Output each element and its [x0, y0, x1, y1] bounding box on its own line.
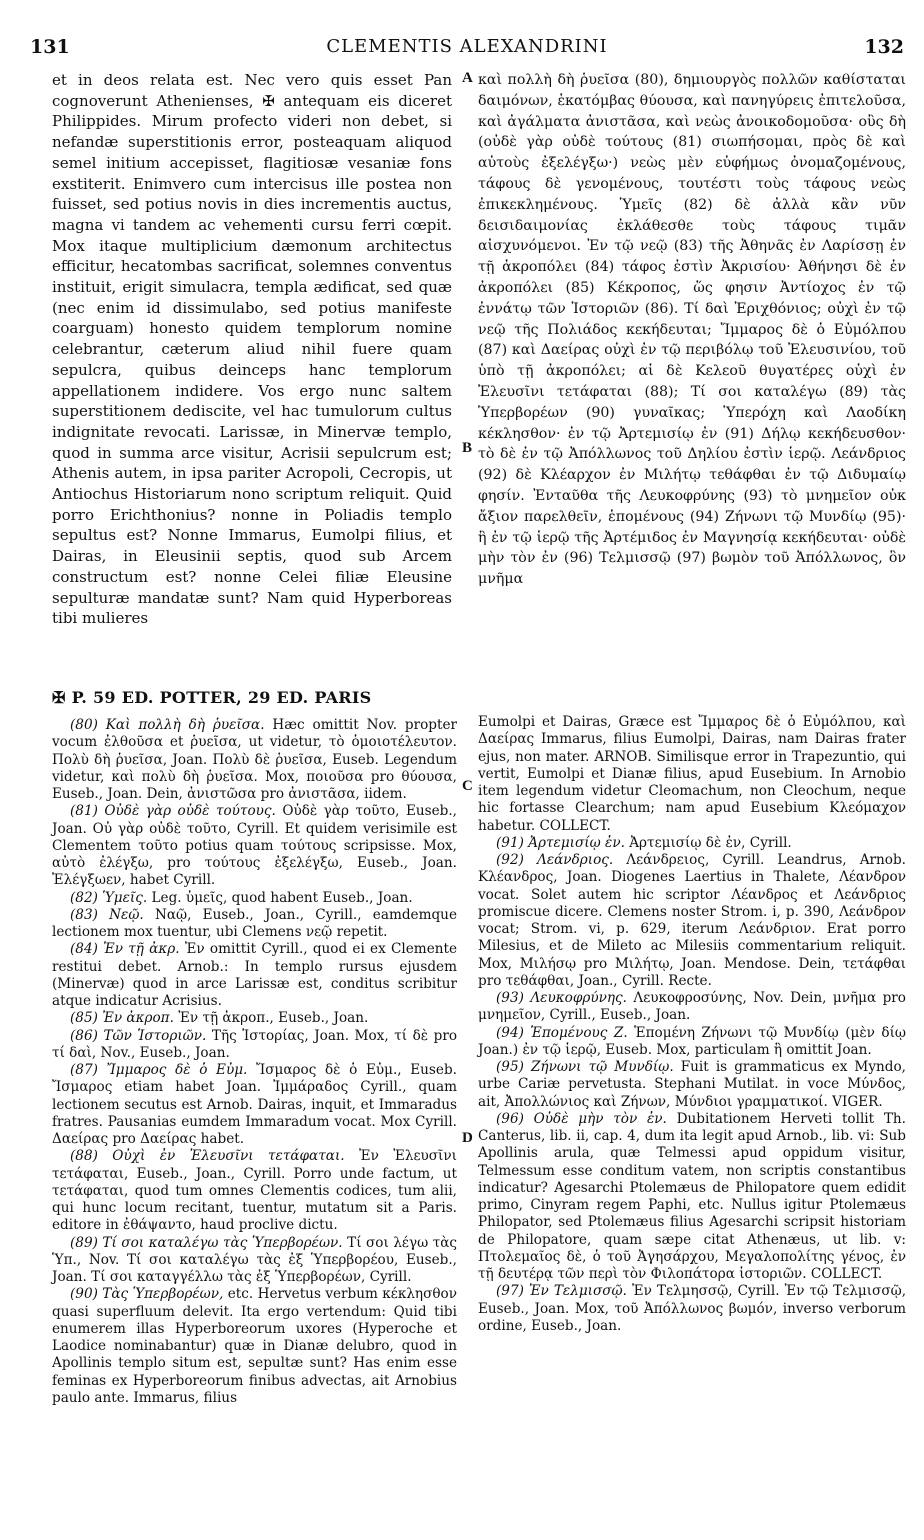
footnote-lemma: (90) Τὰς Ὑπερβορέων,: [70, 1286, 224, 1303]
footnote-text: Ἐν τῇ ἀκροπ., Euseb., Joan.: [173, 1010, 369, 1027]
footnote-lemma: (89) Τί σοι καταλέγω τὰς Ὑπερβορέων.: [70, 1234, 343, 1251]
footnote: [52, 803, 457, 889]
page-number-right: 132: [864, 36, 904, 58]
margin-marker-a: A: [462, 70, 473, 86]
greek-text-column: καὶ πολλὴ δὴ ῥυεῖσα (80), δημιουργὸς πολλῶν καθίσταται δαιμόνων, ἑκατόμβας θύουσα, καὶ πανηγύρεις ἐπιτελοῦσα, καὶ ἀγάλματα ἀνιστᾶσα, καὶ νεὼς ἀνοικοδομοῦσα· οὓς δὴ (οὐδὲ γὰρ οὐδὲ τούτους (81) σιωπήσομαι, πρὸς δὲ καὶ αὐτοὺς ἐξελέγξω·) νεὼς μὲν εὐφήμως ὀνομαζομένους, τάφους δὲ γενομένους, τουτέστι τοὺς τάφους νεὼς ἐπικεκλημένους. Ὑμεῖς (82) δὲ ἀλλὰ κἂν νῦν δεισιδαιμονίας ἐκλάθεσθε τοὺς τάφους τιμᾶν αἰσχυνόμενοι. Ἐν τῷ νεῷ (83) τῆς Ἀθηνᾶς ἐν Λαρίσσῃ ἐν τῇ ἀκροπόλει (84) τάφος ἐστὶν Ἀκρισίου· Ἀθήνησι δὲ ἐν ἀκροπόλει (85) Κέκροπος, ὥς φησιν Ἀντίοχος ἐν τῷ ἐννάτῳ τῶν Ἱστοριῶν (86). Τί δαὶ Ἐριχθόνιος; οὐχὶ ἐν τῷ νεῷ τῆς Πολιάδος κεκήδευται; Ἴμμαρος δὲ ὁ Εὐμόλπου (87) καὶ Δαείρας οὐχὶ ἐν τῷ περιβόλῳ τοῦ Ἐλευσινίου, τοῦ ὑπὸ τῇ ἀκροπόλει; αἱ δὲ Κελεοῦ θυγατέρες οὐχὶ ἐν Ἐλευσῖνι τετάφαται (88); Τί σοι καταλέγω (89) τὰς Ὑπερβορέων (90) γυναῖκας; Ὑπερόχη καὶ Λαοδίκη κέκλησθον· ἐν τῷ Ἀρτεμισίῳ ἐν (91) Δήλῳ κεκήδευσθον· τὸ δὲ ἐν τῷ Ἀπόλλωνος τοῦ Δηλίου ἐστὶν ἱερῷ. Λεάνδριος (92) δὲ Κλέαρχον ἐν Μιλήτῳ τεθάφθαι ἐν τῷ Διδυμαίῳ φησίν. Ἐνταῦθα τῆς Λευκοφρύνης (93) τὸ μνημεῖον οὐκ ἄξιον παρελθεῖν, ἑπομένους (94) Ζήνωνι τῷ Μυνδίῳ (95)· ἣ ἐν τῷ ἱερῷ τῆς Ἀρτέμιδος ἐν Μαγνησίᾳ κεκήδευται· οὐδὲ μὴν τὸν ἐν (96) Τελμισσῷ (97) βωμὸν τοῦ Ἀπόλλωνος, ὃν μνῆμα: [478, 72, 906, 588]
footnote-text: Ἐν Τελμησσῷ, Cyrill. Ἐν τῷ Τελμισσῷ, Euseb., Joan. Mox, τοῦ Ἀπόλλωνος βωμόν, inverso verborum ordine, Euseb., Joan.: [478, 1283, 907, 1334]
footnote-text: Leg. ὑμεῖς, quod habent Euseb., Joan.: [147, 889, 413, 906]
footnote-text: Ἴσμαρος δὲ ὁ Εὐμ., Euseb. Ἴσμαρος etiam habet Joan. Ἰμμάραδος Cyrill., quam lectionem secutus est Arnob. Dairas, inquit, et Immaradus fratres. Pausanias eumdem Immaradum vocat. Mox Cyrill. Δαείρας pro Δαείρας habet.: [52, 1062, 457, 1147]
footnote: [52, 907, 457, 942]
footnote-text: etc. Hervetus verbum κέκλησθον quasi superfluum delevit. Ita ergo vertendum: Quid tibi enumerem illas Hyperboreorum uxores (Hyperoche et Laodice nominabantur) quæ in Dianæ delubro, quod in Apollinis templo situm est, sepultæ sunt? Has enim esse feminas ex Hyperboreorum finibus advectas, ait Arnobius paulo ante. Immarus, filius: [52, 1286, 457, 1406]
footnote-text: Ναῷ, Euseb., Joan., Cyrill., eamdemque lectionem mox tuentur, ubi Clemens νεῷ repetit.: [52, 906, 457, 940]
running-title: CLEMENTIS ALEXANDRINI: [326, 36, 608, 57]
footnote-text: Fuit is grammaticus ex Myndo, urbe Cariæ pervetusta. Stephani Mutilat. in voce Μύνδος, ait, Ἀπολλώνιος καὶ Ζήνων, Μύνδιοι γραμματικοί. VIGER.: [478, 1059, 906, 1110]
footnote: [52, 941, 457, 1010]
footnotes-left: [52, 717, 457, 1407]
footnote-text: Hæc omittit Nov. propter vocum ἐλθοῦσα et ῥυεῖσα, ut videtur, τὸ ὁμοιοτέλευτον. Πολὺ δὴ ῥυεῖσα, Joan. Πολὺ δὲ ῥυεῖσα, Euseb. Legendum videtur, καὶ πολὺ δὴ ῥυεῖσα. Mox, ποιοῦσα pro θύουσα, Euseb., Joan. Dein, ἀνιστῶσα pro ἀνιστᾶσα, iidem.: [52, 717, 457, 802]
footnote: [52, 717, 457, 803]
page-number-left: 131: [30, 36, 70, 58]
footnote-lemma: (92) Λεάνδριος.: [496, 852, 614, 868]
margin-marker-b: B: [462, 440, 473, 456]
footnote-lemma: (87) Ἴμμαρος δὲ ὁ Εὐμ.: [70, 1062, 248, 1078]
footnote-lemma: (80) Καὶ πολλὴ δὴ ῥυεῖσα.: [70, 717, 265, 733]
footnote-lemma: (81) Οὐδὲ γὰρ οὐδὲ τούτους.: [70, 803, 276, 820]
footnote: [52, 890, 457, 907]
footnotes-right-list: [478, 835, 906, 1335]
footnote: [478, 1025, 906, 1060]
edition-reference: ✠ P. 59 ED. POTTER, 29 ED. PARIS: [52, 688, 372, 707]
footnote-text: Λευκοφροσύνης, Nov. Dein, μνῆμα pro μνημεῖον, Cyrill., Euseb., Joan.: [478, 990, 906, 1024]
footnote-lemma: (91) Ἀρτεμισίῳ ἐν.: [496, 834, 625, 851]
footnote: [52, 1010, 457, 1027]
footnote-lemma: (93) Λευκοφρύνης.: [496, 990, 627, 1006]
footnote-lemma: (88) Οὐχὶ ἐν Ἐλευσῖνι τετάφαται.: [70, 1148, 345, 1165]
footnote-lemma: (85) Ἐν ἀκροπ.: [70, 1010, 174, 1027]
footnote-lemma: (95) Ζήνωνι τῷ Μυνδίῳ.: [496, 1059, 674, 1075]
footnote-text: Οὐδὲ γὰρ τοῦτο, Euseb., Joan. Οὐ γὰρ οὐδὲ τοῦτο, Cyrill. Et quidem verisimile est Clementem τοῦτο potius quam τούτους scripsisse. Mox, αὐτὸ ἐλέγξω, pro τούτους ἐξελέγξω, Euseb., Joan. Ἐλέγξωεν, habet Cyrill.: [52, 803, 457, 889]
footnote-lemma: (84) Ἐν τῇ ἀκρ.: [70, 941, 180, 958]
footnote-text: Ἐν omittit Cyrill., quod ei ex Clemente restitui debet. Arnob.: In templo rursus ejusdem (Minervæ) quod in arce Larissæ est, conditus scribitur atque indicatur Acrisius.: [52, 941, 457, 1009]
footnote: [52, 1286, 457, 1407]
footnote-lemma: (97) Ἐν Τελμισσῷ.: [496, 1283, 627, 1300]
footnote-text: Λεάνδρειος, Cyrill. Leandrus, Arnob. Κλέανδρος, Joan. Diogenes Laertius in Thalete, Λέανδρον vocat. Solet autem hic scriptor Λέανδρος et Λεάνδριος promiscue dicere. Clemens noster Strom. i, p. 390, Λεάνδρον vocat; Strom. vi, p. 629, iterum Λεάνδριον. Erat porro Milesius, et de Mileto ac Milesiis commentarium reliquit. Mox, Μιλήσῳ pro Μιλήτῳ, Joan. Mendose. Dein, τετάφθαι pro τεθάφθαι, Joan., Cyrill. Recte.: [478, 852, 906, 989]
footnote: [478, 1283, 906, 1335]
footnote-text: Ἀρτεμισίῳ δὲ ἐν, Cyrill.: [624, 834, 792, 851]
footnote-lemma: (82) Ὑμεῖς.: [70, 889, 148, 906]
page-header: [30, 36, 904, 62]
footnote: [478, 1111, 906, 1284]
margin-marker-d: D: [462, 1130, 473, 1146]
footnote-text: Dubitationem Herveti tollit Th. Canterus, lib. ii, cap. 4, dum ita legit apud Arnob., lib. vi: Sub Apollinis arula, quæ Telmessi apud oppidum visitur, Telmessum esse conditum vatem, non scriptis constantibus indicatur? Agesarchi Ptolemæus de Philopatore quem edidit primo, Cinyram regem Paphi, etc. Nullus igitur Ptolemæus Philopator, sed Ptolemæus filius Agesarchi scripsit historiam de Philopatore, quam sæpe citat Athenæus, ut lib. v: Πτολεμαῖος δὲ, ὁ τοῦ Ἀγησάρχου, Μεγαλοπολίτης γένος, ἐν τῇ δευτέρᾳ τῶν περὶ τὸν Φιλοπάτορα ἱστοριῶν. COLLECT.: [478, 1110, 907, 1282]
footnote-lemma: (83) Νεῷ.: [70, 906, 144, 923]
footnote: [478, 990, 906, 1025]
footnotes-right: [478, 714, 906, 1335]
footnote-lemma: (94) Ἑπομένους Ζ.: [496, 1024, 628, 1041]
footnote: [52, 1235, 457, 1287]
footnote-text: Ἑπομένη Ζήνωνι τῷ Μυνδίῳ (μὲν δίῳ Joan.) ἐν τῷ ἱερῷ, Euseb. Mox, particulam ἣ omittit Joan.: [478, 1024, 906, 1058]
footnote: [52, 1148, 457, 1234]
footnote-lemma: (86) Τῶν Ἱστοριῶν.: [70, 1027, 207, 1044]
footnote: [52, 1062, 457, 1148]
latin-translation-column: et in deos relata est. Nec vero quis esset Pan cognoverunt Athenienses, ✠ antequam eis diceret Philippides. Mirum profecto videri non debet, si nefandæ superstitionis error, posteaquam aliquod semel initium accepisset, flagitiosæ vesaniæ fons exstiterit. Enimvero cum intercisus ille postea non fuisset, sed potius novis in dies incrementis auctus, magna vi tandem ac vehementi cursu ferri cœpit. Mox itaque multiplicium dæmonum architectus efficitur, hecatombas sacrificat, solemnes conventus instituit, erigit simulacra, templa ædificat, sed quæ (nec enim id dissimulabo, sed potius manifeste coarguam) honesto quidem templorum nomine celebrantur, cæterum aliud nihil fuere quam sepulcra, quibus deinceps hanc templorum appellationem indidere. Vos ergo nunc saltem superstitionem dediscite, vel hac tumulorum cultus indignitate revocati. Larissæ, in Minervæ templo, quod in summa arce visitur, Acrisii sepulcrum est; Athenis autem, in ipsa pariter Acropoli, Cecropis, ut Antiochus Historiarum nono scriptum reliquit. Quid porro Erichthonius? nonne in Poliadis templo sepultus est? Nonne Immarus, Eumolpi filius, et Dairas, in Eleusinii septis, quod sub Arcem constructum est? nonne Celei filiæ Eleusine sepulturæ mandatæ sunt? Nam quid Hyperboreas tibi mulieres: [52, 71, 452, 628]
footnote: [478, 852, 906, 990]
footnote-text: Τῆς Ἱστορίας, Joan. Mox, τί δὲ pro τί δαὶ, Nov., Euseb., Joan.: [52, 1027, 457, 1061]
footnote: [478, 835, 906, 852]
footnote-text: Ἐν Ἐλευσῖνι τετάφαται, Euseb., Joan., Cyrill. Porro unde factum, ut τετάφαται, quod tum omnes Clementis codices, tum alii, qui hunc locum recitant, tuentur, mutatum sit a Paris. editore in ἐθάψαντο, haud proclive dictu.: [52, 1148, 457, 1234]
footnote: [478, 1059, 906, 1111]
footnote: [52, 1028, 457, 1063]
margin-marker-c: C: [462, 778, 473, 794]
footnote-lemma: (96) Οὐδὲ μὴν τὸν ἐν.: [496, 1110, 667, 1127]
footnote-text: Τί σοι λέγω τὰς Ὑπ., Nov. Τί σοι καταλέγω τὰς ἐξ Ὑπερβορέου, Euseb., Joan. Τί σοι καταγγέλλω τὰς ἐξ Ὑπερβορέων, Cyrill.: [52, 1234, 458, 1285]
footnote-continuation: Eumolpi et Dairas, Græce est Ἴμμαρος δὲ ὁ Εὐμόλπου, καὶ Δαείρας Immarus, filius Eumolpi, Dairas, nam Dairas frater ejus, non mater. ARNOB. Similisque error in Trapezuntio, qui vertit, Eumolpi et Dianæ filius, apud Eusebium. In Arnobio item legendum videtur Cleomachum, non Cleochum, neque hic fortasse Clearchum; nam apud Eusebium Κλεόμαχον habetur. COLLECT.: [478, 714, 906, 834]
